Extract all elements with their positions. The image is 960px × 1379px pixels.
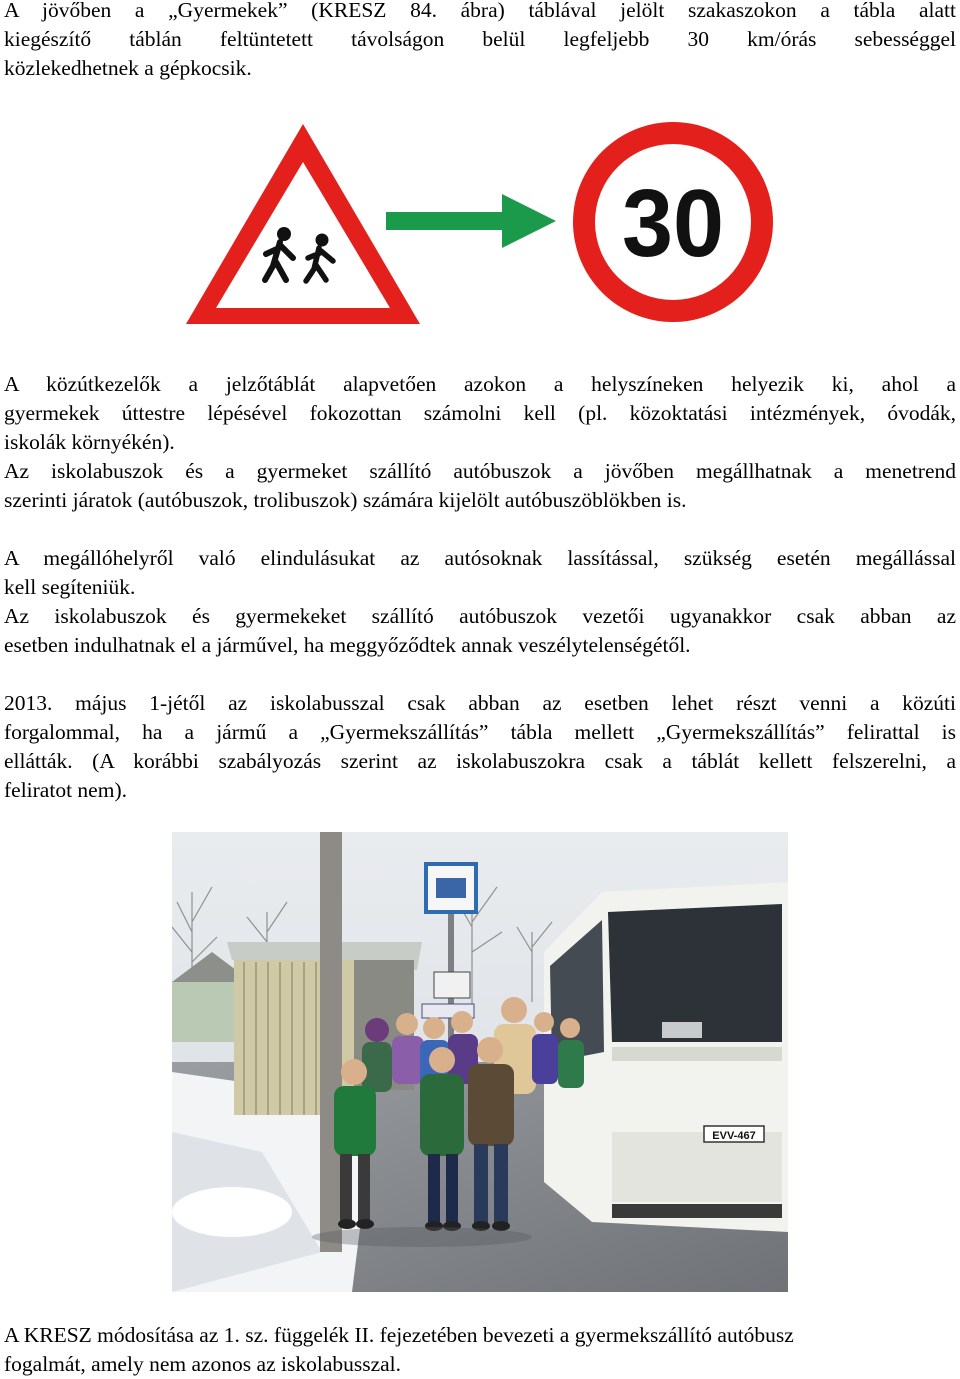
speed-limit-value: 30 — [622, 170, 724, 277]
paragraph-sign-placement — [4, 370, 956, 805]
text-line: közlekedhetnek a gépkocsik. — [4, 56, 252, 80]
text-line: kell segíteniük. — [4, 575, 136, 599]
text-line: fogalmát, amely nem azonos az iskolabusszal. — [4, 1352, 402, 1376]
utility-pole — [320, 832, 342, 1252]
text-line: Az iskolabuszok és a gyermeket szállító autóbuszok a jövőben megállhatnak a menetrend — [4, 459, 956, 483]
text-line: ellátták. (A korábbi szabályozás szerint az iskolabuszokra csak a táblát kellett felszerelni, a — [4, 749, 956, 773]
text-line: iskolák környékén). — [4, 430, 175, 454]
paragraph-speed-limit — [4, 0, 956, 83]
text-line: gyermekek úttestre lépésével fokozottan számolni kell (pl. közoktatási intézmények, óvodák, — [4, 401, 956, 425]
text-line: kiegészítő táblán feltüntetett távolságon belül legfeljebb 30 km/órás sebességgel — [4, 27, 956, 51]
text-line: forgalommal, ha a jármű a „Gyermekszállítás” tábla mellett „Gyermekszállítás” felirattal is — [4, 720, 956, 744]
text-line: feliratot nem). — [4, 778, 127, 802]
speed-limit-sign — [573, 122, 773, 322]
text-line: A közútkezelők a jelzőtáblát alapvetően azokon a helyszíneken helyezik ki, ahol a — [4, 372, 956, 396]
paragraph-kresz-amendment — [4, 1321, 956, 1379]
text-line: A megállóhelyről való elindulásukat az autósoknak lassítással, szükség esetén megállással — [4, 546, 956, 570]
text-line: A jövőben a „Gyermekek” (KRESZ 84. ábra) táblával jelölt szakaszokon a tábla alatt — [4, 0, 956, 22]
text-line: szerinti járatok (autóbuszok, trolibuszok) számára kijelölt autóbuszöblökben is. — [4, 488, 687, 512]
school-bus-photo — [172, 832, 788, 1292]
traffic-signs-figure — [180, 112, 780, 332]
text-line: esetben indulhatnak el a járművel, ha meggyőződtek annak veszélytelenségétől. — [4, 633, 691, 657]
text-line: Az iskolabuszok és gyermekeket szállító autóbuszok vezetői ugyanakkor csak abban az — [4, 604, 956, 628]
text-line: 2013. május 1-jétől az iskolabusszal csak abban az esetben lehet részt venni a közúti — [4, 691, 956, 715]
children-crossing-icon — [186, 124, 420, 324]
text-line: A KRESZ módosítása az 1. sz. függelék II. fejezetében bevezeti a gyermekszállító autóbusz — [4, 1323, 794, 1347]
bus-license-plate: EVV-467 — [712, 1130, 756, 1142]
arrow-right-icon — [386, 194, 556, 248]
